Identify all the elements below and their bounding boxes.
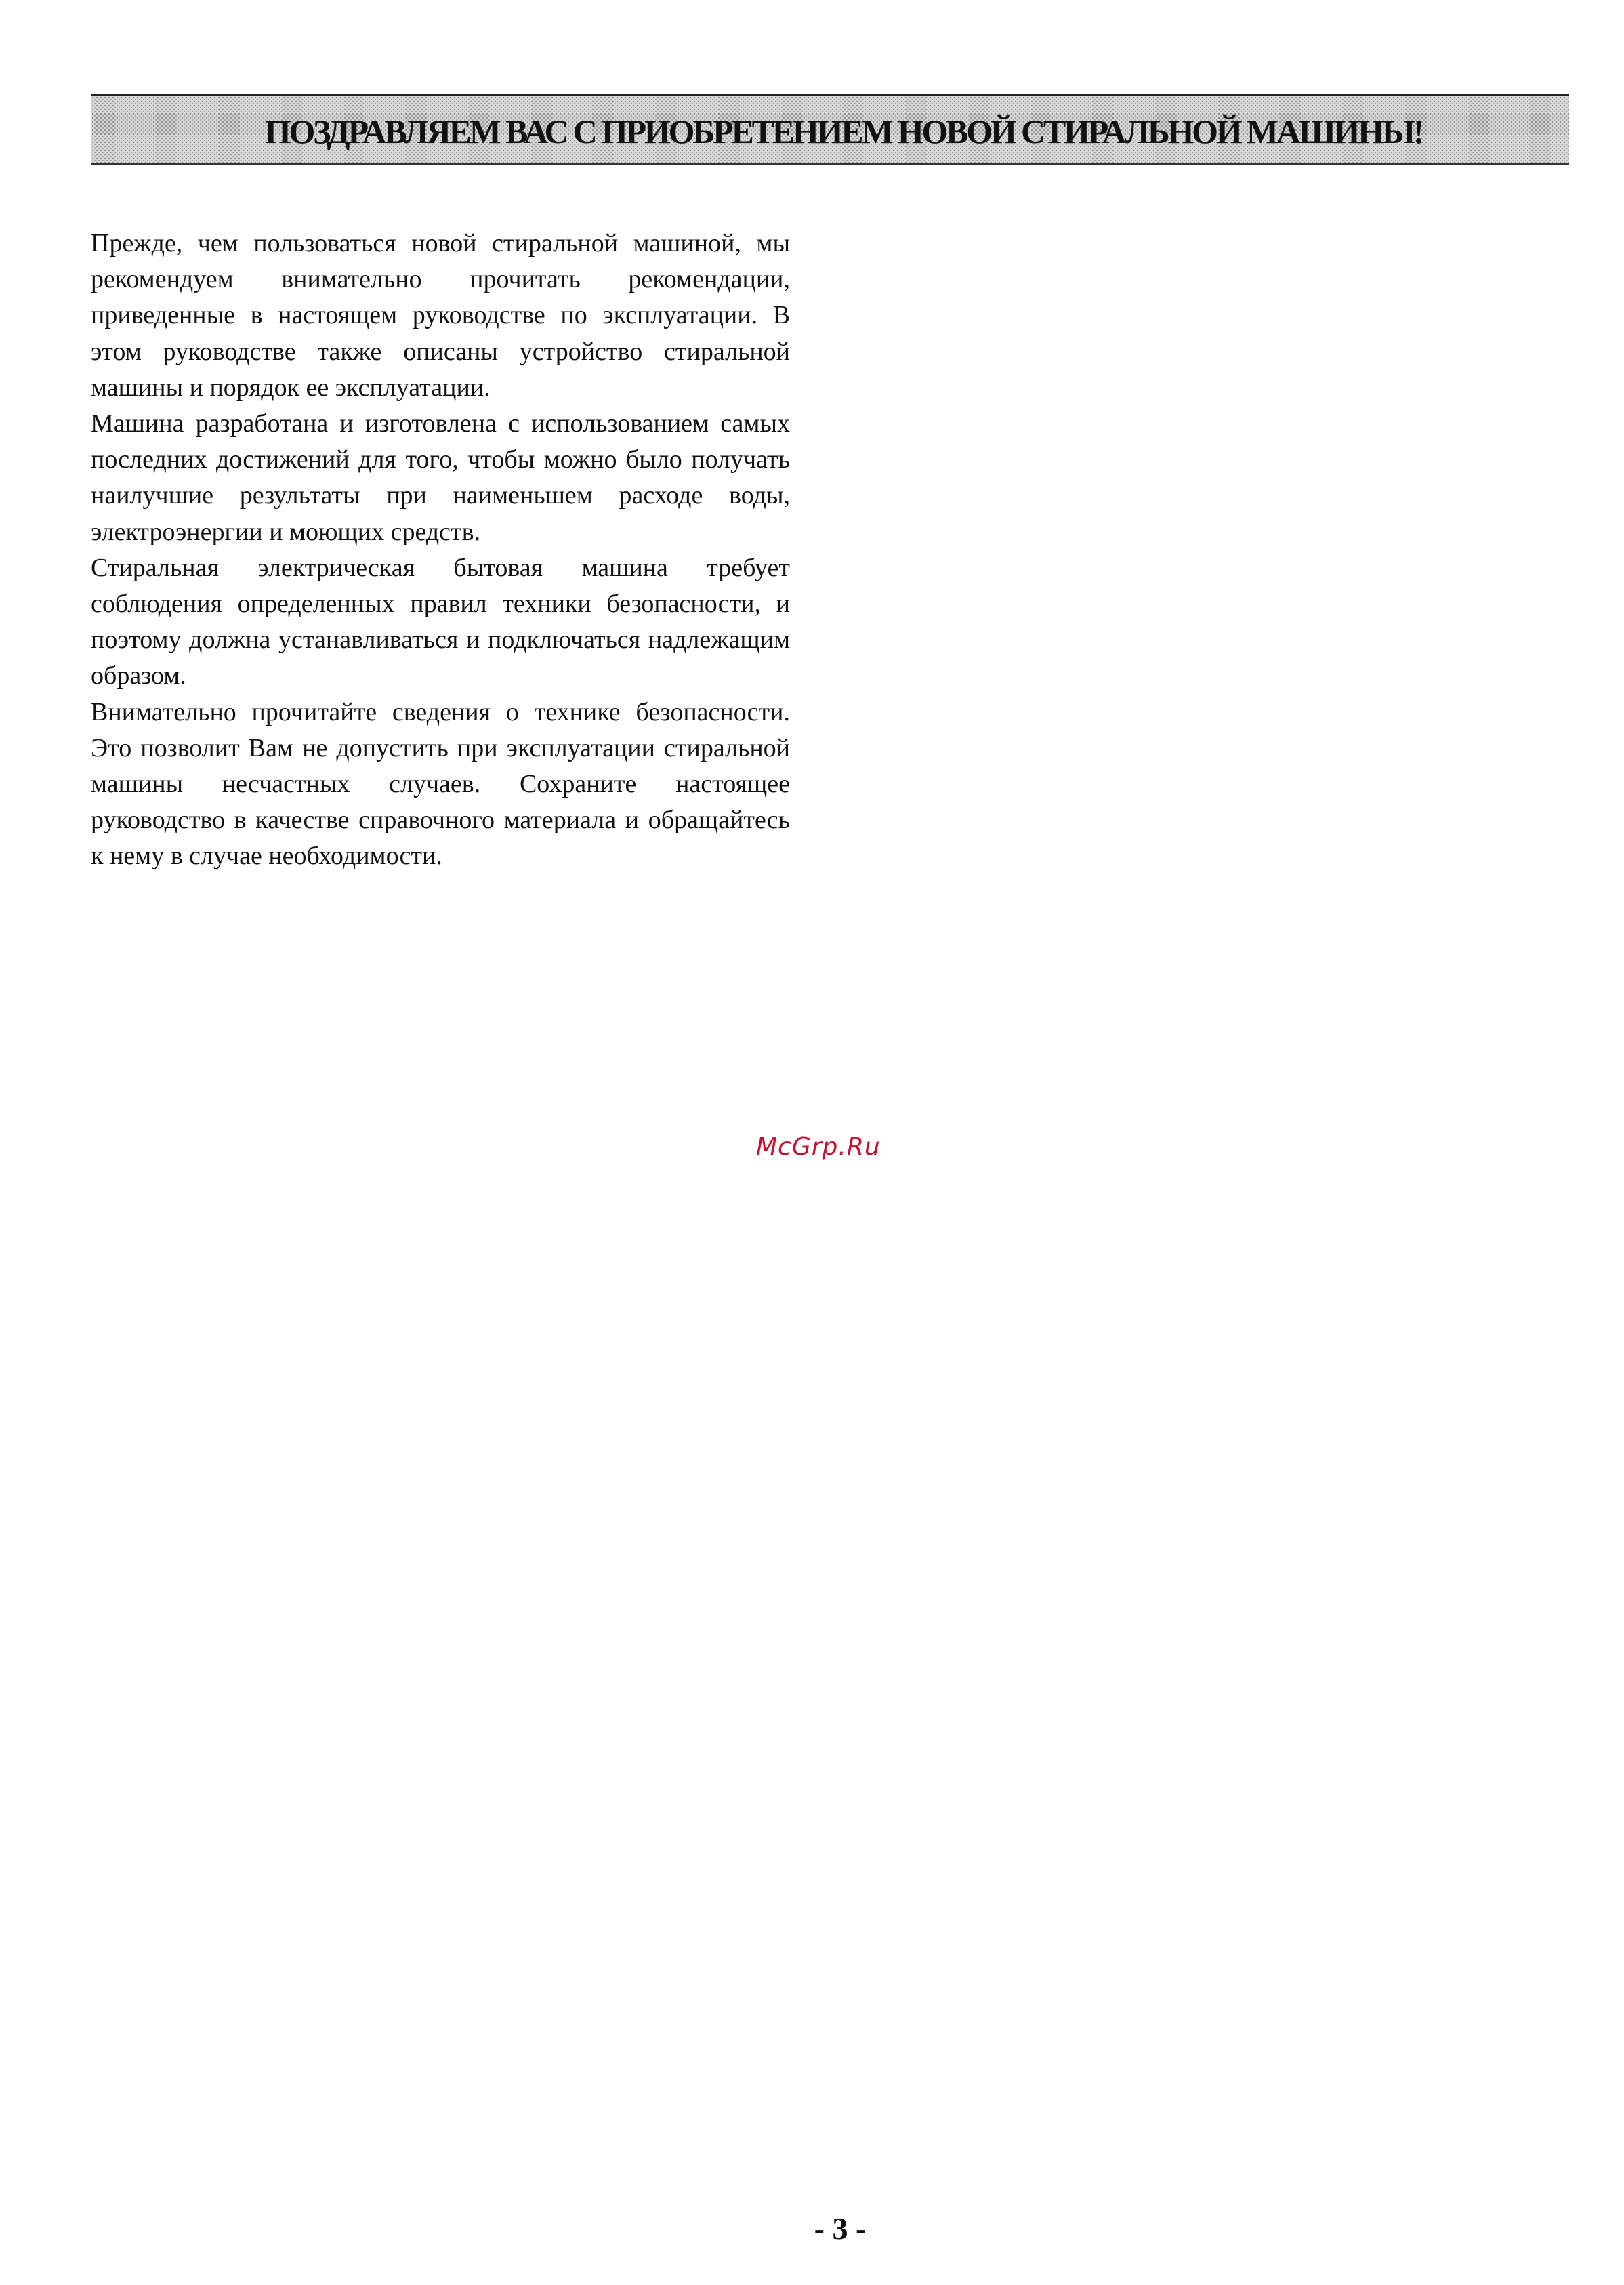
title-banner: [91, 94, 1569, 165]
page-title: ПОЗДРАВЛЯЕМ ВАС С ПРИОБРЕТЕНИЕМ НОВОЙ СТИРАЛЬНОЙ МАШИНЫ!: [264, 112, 1423, 150]
paragraph-safety-rules: Стиральная электрическая бытовая машина требует соблюдения определенных правил техники безопасности, и поэтому должна устанавливаться и подключаться надлежащим образом.: [91, 553, 790, 691]
paragraph-safety-info: Внимательно прочитайте сведения о технике безопасности. Это позволит Вам не допустить при эксплуатации стиральной машины несчастных случаев. Сохраните настоящее руководство в качестве справочного материала и обращайтесь к нему в случае необходимости.: [91, 697, 790, 871]
watermark-link[interactable]: McGrp.Ru: [756, 1133, 881, 1161]
intro-text: [91, 226, 790, 875]
paragraph-intro: Прежде, чем пользоваться новой стиральной машиной, мы рекомендуем внимательно прочитать рекомендации, приведенные в настоящем руководстве по эксплуатации. В этом руководстве также описаны устройство стиральной машины и порядок ее эксплуатации.: [91, 229, 790, 402]
paragraph-design: Машина разработана и изготовлена с использованием самых последних достижений для того, чтобы можно было получать наилучшие результаты при наименьшем расходе воды, электроэнергии и моющих средств.: [91, 409, 790, 546]
page-number: - 3 -: [814, 2211, 867, 2246]
